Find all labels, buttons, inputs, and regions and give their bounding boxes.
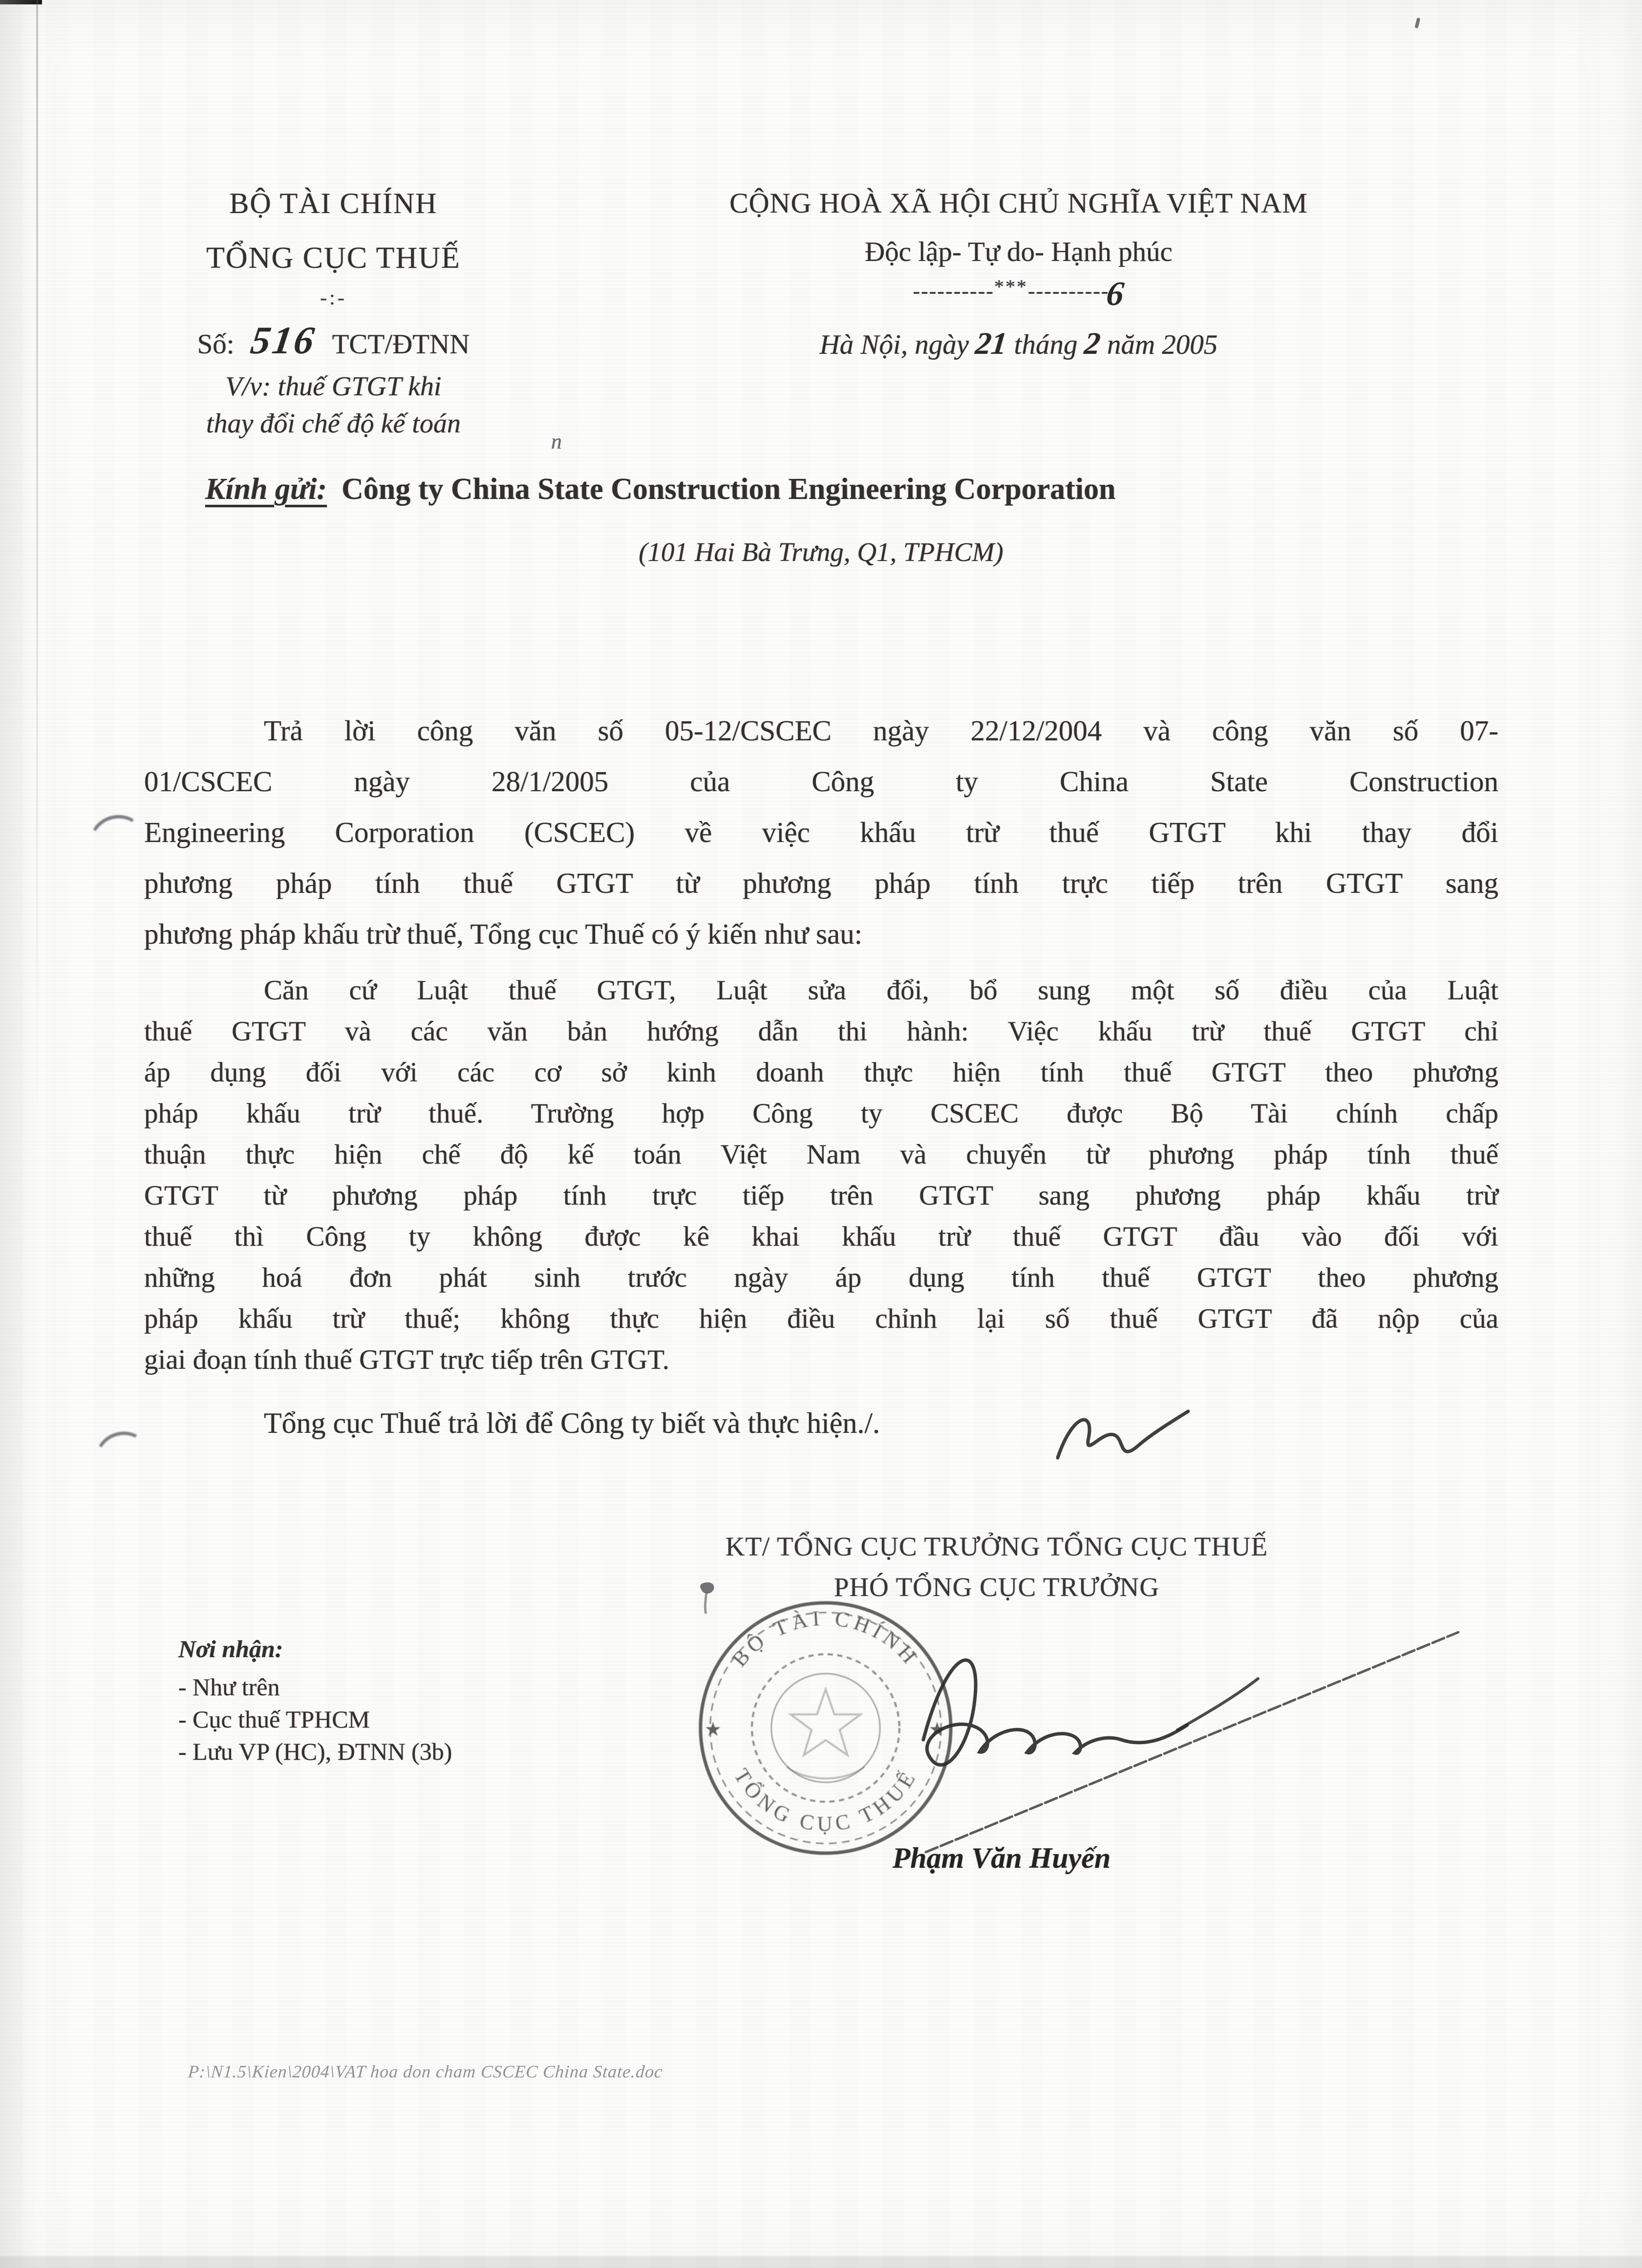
doc-number-label: Số: [197,329,235,360]
salutation-line [205,472,1534,507]
stamp-bottom-text: TỔNG CỤC THUẾ [729,1765,922,1836]
scan-speck [1414,17,1420,28]
body-line: 01/CSCEC ngày 28/1/2005 của Công ty China State Construction [144,765,1498,798]
cc-item: - Như trên [178,1673,280,1701]
body-line: những hoá đơn phát sinh trước ngày áp dụng tính thuế GTGT theo phương [144,1262,1498,1293]
date-day-handwritten: 21 [974,326,1009,361]
stamp-star-left: ★ [704,1718,722,1740]
national-motto: Độc lập- Tự do- Hạnh phúc [865,237,1173,267]
country-name: CỘNG HOÀ XÃ HỘI CHỦ NGHĨA VIỆT NAM [729,187,1308,219]
document-number-line [144,319,523,363]
date-mid: tháng [1014,329,1078,360]
handwritten-initials [1045,1397,1202,1480]
pen-arc-mark [84,809,152,875]
body-line: phương pháp tính thuế GTGT từ phương pháp tính trực tiếp trên GTGT sang [144,867,1498,899]
body-line: thuận thực hiện chế độ kế toán Việt Nam và chuyển từ phương pháp tính thuế [144,1139,1498,1170]
body-line: áp dụng đối với các cơ sở kinh doanh thực hiện tính thuế GTGT theo phương [144,1057,1498,1088]
body-line: thuế GTGT và các văn bản hướng dẫn thi hành: Việc khấu trừ thuế GTGT chỉ [144,1016,1498,1047]
tiny-ink-mark: n [551,430,562,454]
recipient-name: Công ty China State Construction Engineering Corporation [341,473,1116,506]
place-date-line [650,325,1387,362]
doc-number-code: TCT/ĐTNN [332,329,470,360]
signing-authority-line: KT/ TỔNG CỤC TRƯỞNG TỔNG CỤC THUẾ [725,1532,1268,1561]
rule-stars: *** [994,276,1028,298]
body-line: Engineering Corporation (CSCEC) về việc khấu trừ thuế GTGT khi thay đổi [144,816,1498,848]
doc-number-handwritten: 516 [248,319,319,362]
signer-title-line: PHÓ TỔNG CỤC TRƯỞNG [833,1572,1160,1602]
body-line: thuế thì Công ty không được kê khai khấu trừ thuế GTGT đầu vào đối với [144,1221,1498,1252]
issuing-agency-block [144,187,523,439]
national-header-block [650,187,1387,362]
salutation-label: Kính gửi: [205,473,327,506]
body-line: Trả lời công văn số 05-12/CSCEC ngày 22/12/2004 và công văn số 07- [264,714,1498,747]
cc-block [178,1635,452,1768]
body-line: GTGT từ phương pháp tính trực tiếp trên GTGT sang phương pháp khấu trừ [144,1180,1498,1211]
paragraph-1 [144,705,1498,959]
header-rule [650,275,1387,314]
date-suffix: năm 2005 [1107,329,1218,360]
recipient-address: (101 Hai Bà Trưng, Q1, TPHCM) [639,537,1003,567]
stamp-top-text: BỘ TÀI CHÍNH [727,1606,924,1671]
body-line: phương pháp khấu trừ thuế, Tổng cục Thuế có ý kiến như sau: [144,918,863,950]
date-month-handwritten: 2 [1083,326,1102,361]
agency-name: TỔNG CỤC THUẾ [206,241,461,275]
scan-gutter-shading [0,0,35,2268]
handwritten-mark: 6 [1104,275,1127,313]
cc-item: - Cục thuế TPHCM [178,1706,370,1733]
cc-title: Nơi nhận: [178,1635,283,1663]
body-line: pháp khấu trừ thuế; không thực hiện điều chỉnh lại số thuế GTGT đã nộp của [144,1303,1498,1334]
signer-name: Phạm Văn Huyến [892,1842,1111,1874]
footer-file-path: P:\N1.5\Kien\2004\VAT hoa don cham CSCEC China State.doc [187,2062,663,2081]
subject-line-1: V/v: thuế GTGT khi [225,371,442,402]
paragraph-2 [144,970,1498,1381]
cc-item: - Lưu VP (HC), ĐTNN (3b) [178,1738,452,1765]
date-prefix: Hà Nội, ngày [819,329,969,360]
agency-separator: -:- [320,287,347,309]
agency-parent-name: BỘ TÀI CHÍNH [229,187,438,219]
subject-line-2: thay đổi chế độ kế toán [206,409,461,439]
closing-line: Tổng cục Thuế trả lời để Công ty biết và thực hiện./. [264,1407,880,1439]
body-line: pháp khấu trừ thuế. Trường hợp Công ty CSCEC được Bộ Tài chính chấp [144,1098,1498,1129]
body-line: Căn cứ Luật thuế GTGT, Luật sửa đổi, bổ sung một số điều của Luật [264,975,1498,1006]
body-line: giai đoạn tính thuế GTGT trực tiếp trên GTGT. [144,1344,670,1375]
scan-bottom-edge [0,2256,1642,2268]
rule-dashes-left: ---------- [913,279,994,303]
stamp-star-right: ★ [928,1718,946,1740]
rule-dashes-right: ---------- [1028,279,1109,303]
